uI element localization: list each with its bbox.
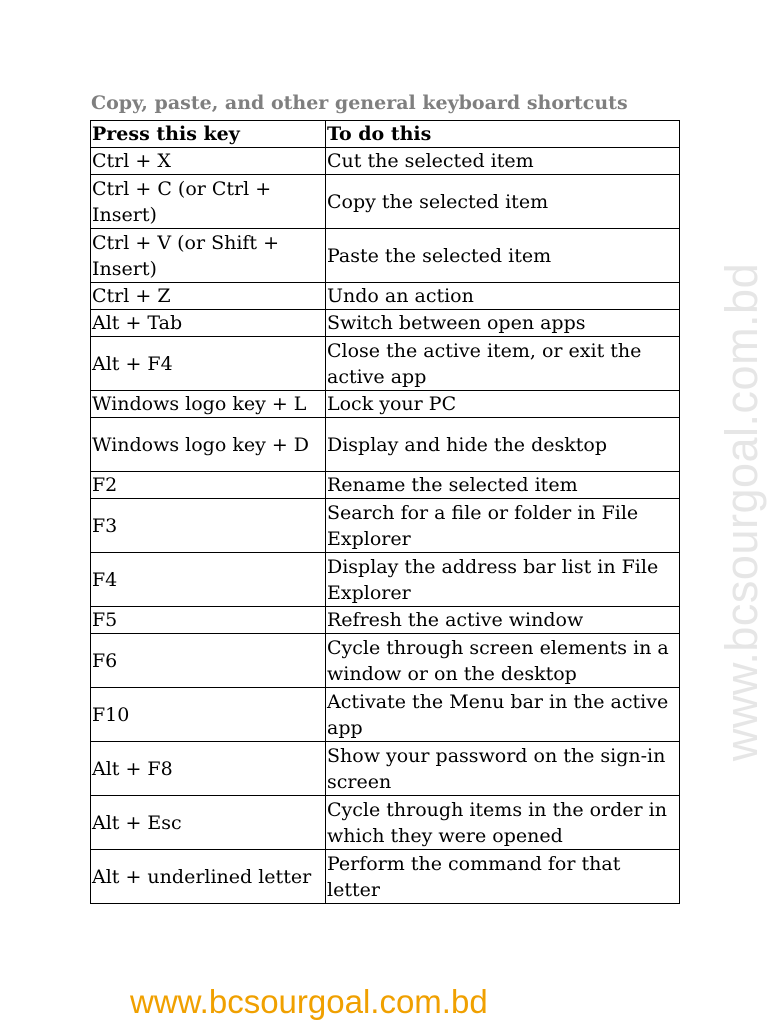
key-cell: Windows logo key + D: [91, 418, 326, 472]
action-cell: Copy the selected item: [326, 175, 680, 229]
table-row: [91, 310, 680, 337]
key-cell: Ctrl + C (or Ctrl + Insert): [91, 175, 326, 229]
table-row: [91, 418, 680, 472]
header-to-do-this: To do this: [326, 121, 680, 148]
table-row: [91, 337, 680, 391]
key-cell: Alt + Esc: [91, 796, 326, 850]
table-row: [91, 148, 680, 175]
table-row: [91, 796, 680, 850]
footer-website-link[interactable]: www.bcsourgoal.com.bd: [130, 983, 488, 1020]
action-cell: Undo an action: [326, 283, 680, 310]
key-cell: Ctrl + X: [91, 148, 326, 175]
action-cell: Switch between open apps: [326, 310, 680, 337]
key-cell: F2: [91, 472, 326, 499]
table-row: [91, 688, 680, 742]
vertical-watermark: www.bcsourgoal.com.bd: [716, 262, 767, 762]
shortcuts-table: [90, 120, 680, 904]
table-row: [91, 499, 680, 553]
table-row: [91, 742, 680, 796]
action-cell: Lock your PC: [326, 391, 680, 418]
action-cell: Cycle through screen elements in a window or on the desktop: [326, 634, 680, 688]
action-cell: Activate the Menu bar in the active app: [326, 688, 680, 742]
table-row: [91, 634, 680, 688]
action-cell: Cycle through items in the order in which they were opened: [326, 796, 680, 850]
key-cell: F6: [91, 634, 326, 688]
key-cell: F4: [91, 553, 326, 607]
key-cell: Alt + F8: [91, 742, 326, 796]
table-header-row: [91, 121, 680, 148]
key-cell: F5: [91, 607, 326, 634]
key-cell: Windows logo key + L: [91, 391, 326, 418]
table-row: [91, 850, 680, 904]
key-cell: Alt + F4: [91, 337, 326, 391]
key-cell: Ctrl + V (or Shift + Insert): [91, 229, 326, 283]
table-row: [91, 229, 680, 283]
action-cell: Cut the selected item: [326, 148, 680, 175]
header-press-this-key: Press this key: [91, 121, 326, 148]
document-title: Copy, paste, and other general keyboard shortcuts: [91, 92, 628, 114]
table-row: [91, 553, 680, 607]
action-cell: Show your password on the sign-in screen: [326, 742, 680, 796]
table-row: [91, 391, 680, 418]
table-row: [91, 472, 680, 499]
key-cell: Alt + underlined letter: [91, 850, 326, 904]
action-cell: Display the address bar list in File Explorer: [326, 553, 680, 607]
key-cell: F3: [91, 499, 326, 553]
action-cell: Paste the selected item: [326, 229, 680, 283]
action-cell: Perform the command for that letter: [326, 850, 680, 904]
action-cell: Rename the selected item: [326, 472, 680, 499]
action-cell: Search for a file or folder in File Explorer: [326, 499, 680, 553]
action-cell: Display and hide the desktop: [326, 418, 680, 472]
table-row: [91, 283, 680, 310]
table-row: [91, 175, 680, 229]
table-row: [91, 607, 680, 634]
action-cell: Close the active item, or exit the active app: [326, 337, 680, 391]
key-cell: Alt + Tab: [91, 310, 326, 337]
action-cell: Refresh the active window: [326, 607, 680, 634]
key-cell: F10: [91, 688, 326, 742]
key-cell: Ctrl + Z: [91, 283, 326, 310]
